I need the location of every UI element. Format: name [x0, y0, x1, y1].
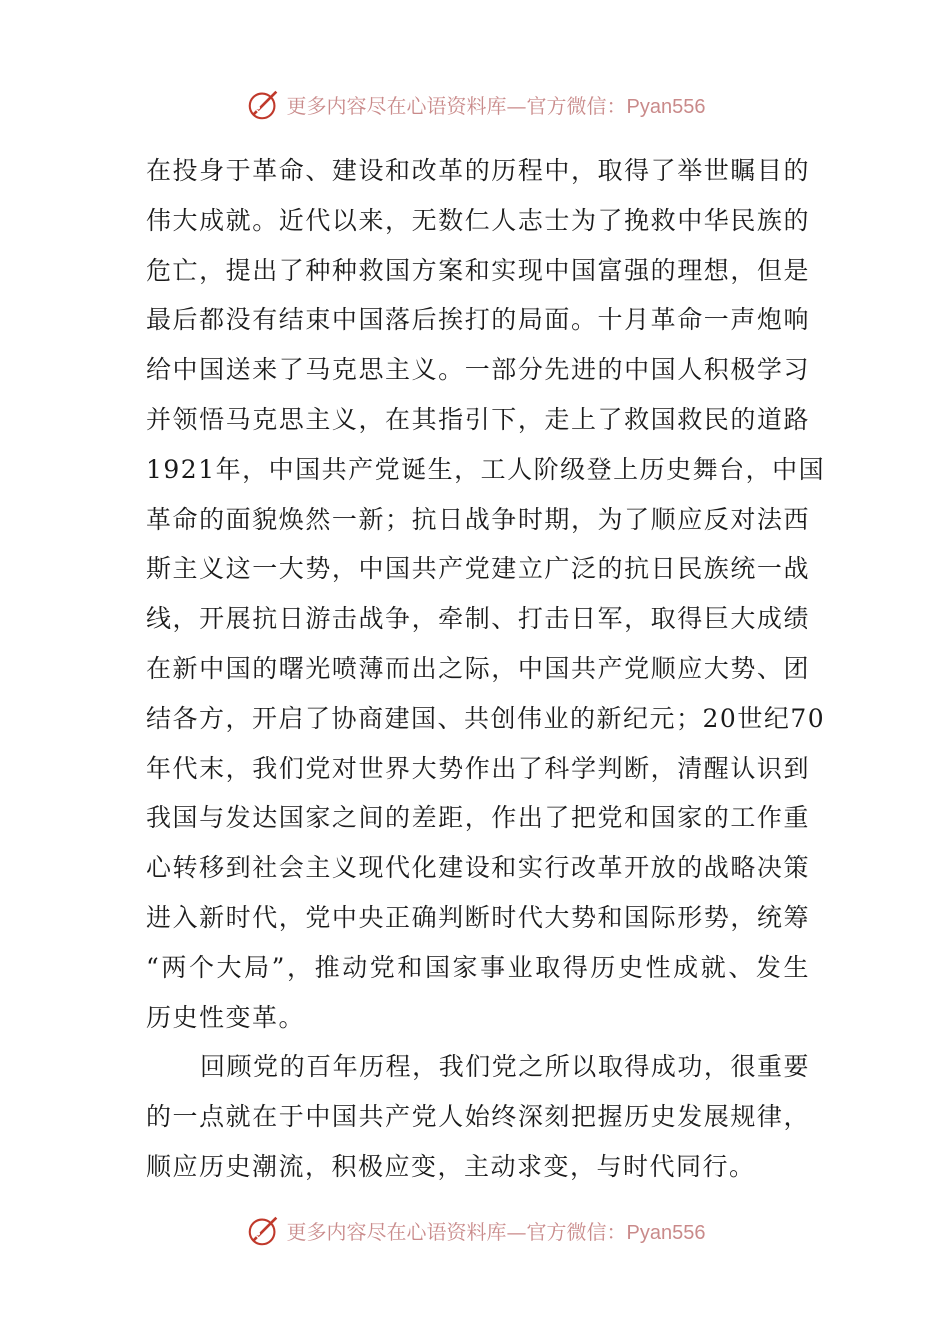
text-line: 在投身于革命、建设和改革的历程中，取得了举世瞩目的	[146, 156, 810, 185]
text-line: 1921年，中国共产党诞生，工人阶级登上历史舞台，中国	[146, 454, 826, 484]
text-line: 的一点就在于中国共产党人始终深刻把握历史发展规律，	[146, 1102, 810, 1132]
document-body	[146, 146, 826, 1192]
banner-text-cn: 更多内容尽在心语资料库—官方微信：	[286, 1219, 627, 1244]
banner-text	[287, 90, 706, 119]
banner-text	[287, 1216, 706, 1245]
text-line: 并领悟马克思主义，在其指引下，走上了救国救民的道路	[146, 404, 810, 434]
text-line: 伟大成就。近代以来，无数仁人志士为了挽救中华民族的	[146, 205, 810, 235]
banner-wechat-id: Pyan556	[626, 95, 706, 118]
banner-text-cn: 更多内容尽在心语资料库—官方微信：	[286, 93, 627, 118]
text-line: 我国与发达国家之间的差距，作出了把党和国家的工作重	[146, 803, 810, 833]
text-line: 进入新时代，党中央正确判断时代大势和国际形势，统筹	[146, 902, 810, 932]
banner-wechat-id: Pyan556	[626, 1221, 706, 1244]
text-line: 历史性变革。	[146, 1002, 306, 1032]
text-line: 斯主义这一大势，中国共产党建立广泛的抗日民族统一战	[146, 554, 810, 584]
paragraph-1	[146, 146, 826, 1042]
pen-nib-logo-icon	[245, 85, 283, 123]
footer-banner	[0, 1208, 950, 1252]
text-line: 年代末，我们党对世界大势作出了科学判断，清醒认识到	[146, 753, 810, 783]
text-line: 结各方，开启了协商建国、共创伟业的新纪元；20世纪70	[146, 703, 826, 733]
text-line: 最后都没有结束中国落后挨打的局面。十月革命一声炮响	[146, 305, 810, 335]
text-line: 线，开展抗日游击战争，牵制、打击日军，取得巨大成绩	[146, 604, 810, 634]
text-line: “两个大局”，推动党和国家事业取得历史性成就、发生	[146, 952, 810, 982]
text-line: 回顾党的百年历程，我们党之所以取得成功，很重要	[200, 1052, 810, 1082]
text-line: 危亡，提出了种种救国方案和实现中国富强的理想，但是	[146, 255, 810, 285]
paragraph-2	[146, 1042, 810, 1191]
text-line: 给中国送来了马克思主义。一部分先进的中国人积极学习	[146, 355, 810, 385]
text-line: 革命的面貌焕然一新；抗日战争时期，为了顺应反对法西	[146, 504, 810, 534]
text-line: 顺应历史潮流，积极应变，主动求变，与时代同行。	[146, 1151, 756, 1181]
text-line: 在新中国的曙光喷薄而出之际，中国共产党顺应大势、团	[146, 653, 810, 683]
header-banner	[0, 82, 950, 126]
pen-nib-logo-icon	[245, 1211, 283, 1249]
text-line: 心转移到社会主义现代化建设和实行改革开放的战略决策	[146, 853, 810, 883]
